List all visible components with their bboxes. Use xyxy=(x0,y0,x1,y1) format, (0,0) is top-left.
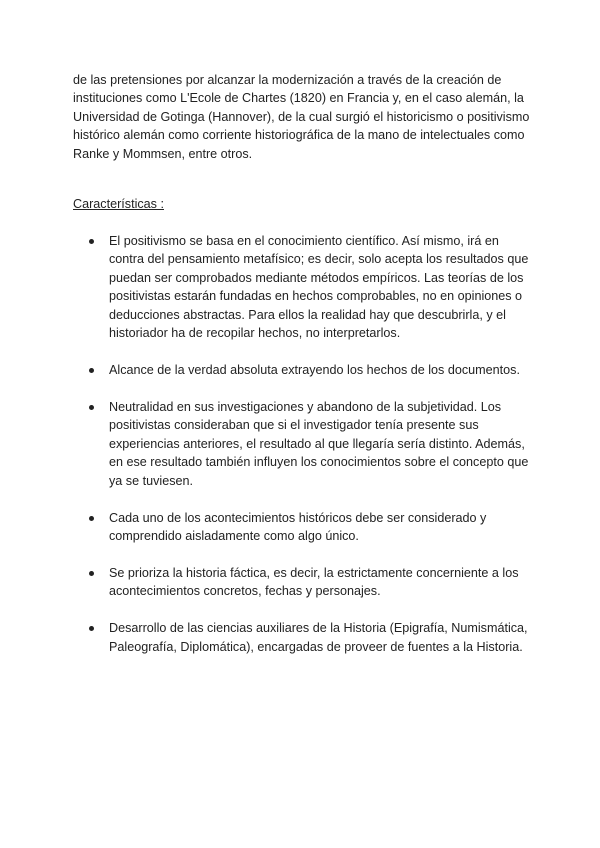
list-item-text: Cada uno de los acontecimientos históricos debe ser considerado y comprendido aisladamente como algo único. xyxy=(109,510,487,544)
list-item xyxy=(73,619,533,656)
bullet-icon xyxy=(89,239,94,244)
list-item-text: Alcance de la verdad absoluta extrayendo los hechos de los documentos. xyxy=(109,363,520,378)
list-item xyxy=(73,232,533,342)
list-item-text: El positivismo se basa en el conocimiento científico. Así mismo, irá en contra del pensamiento metafísico; es decir, solo acepta los resultados que puedan ser comprobados mediante métodos empíricos. Las teorías de los positivistas estarán fundadas en hechos comprobables, no en opiniones o deducciones abstractas. Para ellos la realidad hay que descubrirla, y el historiador ha de recopilar hechos, no interpretarlos. xyxy=(109,234,529,341)
list-item xyxy=(73,509,533,546)
bullet-icon xyxy=(89,571,94,576)
list-item-text: Desarrollo de las ciencias auxiliares de la Historia (Epigrafía, Numismática, Paleografía, Diplomática), encargadas de proveer de fuentes a la Historia. xyxy=(109,621,528,654)
list-item xyxy=(73,398,533,490)
list-item-text: Neutralidad en sus investigaciones y abandono de la subjetividad. Los positivistas consideraban que si el investigador tenía presente sus experiencias anteriores, el resultado al que llegaría sería distinto. Además, en ese resultado también influyen los conocimientos sobre el concepto que ya se tuviesen. xyxy=(109,400,529,488)
list-item xyxy=(73,564,533,601)
bullet-icon xyxy=(89,368,94,373)
intro-paragraph: de las pretensiones por alcanzar la modernización a través de la creación de instituciones como L'Ecole de Chartes (1820) en Francia y, en el caso alemán, la Universidad de Gotinga (Hannover), de la cual surgió el historicismo o positivismo histórico alemán como corriente historiográfica de la mano de intelectuales como Ranke y Mommsen, entre otros. xyxy=(73,73,530,161)
bullet-icon xyxy=(89,626,94,631)
bullet-icon xyxy=(89,516,94,521)
characteristics-list xyxy=(73,232,533,675)
list-item-text: Se prioriza la historia fáctica, es decir, la estrictamente concerniente a los acontecimientos concretos, fechas y personajes. xyxy=(109,566,519,599)
section-heading: Características : xyxy=(73,197,164,211)
bullet-icon xyxy=(89,405,94,410)
list-item xyxy=(73,361,533,379)
